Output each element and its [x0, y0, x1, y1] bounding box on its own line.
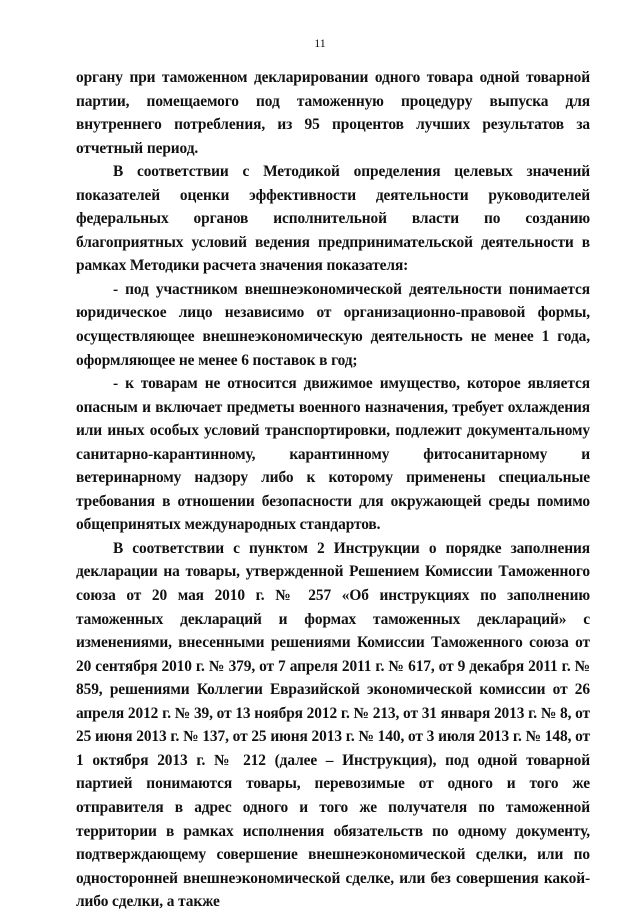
document-body: [76, 66, 590, 914]
paragraph-instruction: В соответствии с пунктом 2 Инструкции о порядке заполнения декларации на товары, утвержденной Решением Комиссии Таможенного союза от 20 мая 2010 г. № 257 «Об инструкциях по заполнению таможенных деклараций и формах таможенных деклараций» с изменениями, внесенными решениями Комиссии Таможенного союза от 20 сентября 2010 г. № 379, от 7 апреля 2011 г. № 617, от 9 декабря 2011 г. № 859, решениями Коллегии Евразийской экономической комиссии от 26 апреля 2012 г. № 39, от 13 ноября 2012 г. № 213, от 31 января 2013 г. № 8, от 25 июня 2013 г. № 137, от 25 июня 2013 г. № 140, от 3 июля 2013 г. № 148, от 1 октября 2013 г. № 212 (далее – Инструкция), под одной товарной партией понимаются товары, перевозимые от одного и того же отправителя в адрес одного и того же получателя по таможенной территории в рамках исполнения обязательств по одному документу, подтверждающему совершение внешнеэкономической сделки, или по односторонней внешнеэкономической сделке, или без совершения какой-либо сделки, а также: [76, 539, 590, 911]
page-number: 11: [314, 36, 326, 50]
paragraph-participant-definition: - под участником внешнеэкономической деятельности понимается юридическое лицо независимо от организационно-правовой формы, осуществляющее внешнеэкономическую деятельность не менее 1 года, оформляющее не менее 6 поставок в год;: [76, 280, 590, 369]
paragraph-methodology: В соответствии с Методикой определения целевых значений показателей оценки эффективности деятельности руководителей федеральных органов исполнительной власти по созданию благоприятных условий ведения предпринимательской деятельности в рамках Методики расчета значения показателя:: [76, 163, 590, 275]
paragraph-continuation: органу при таможенном декларировании одного товара одной товарной партии, помещаемого под таможенную процедуру выпуска для внутреннего потребления, из 95 процентов лучших результатов за отчетный период.: [76, 69, 590, 157]
paragraph-goods-exclusion: - к товарам не относится движимое имущество, которое является опасным и включает предметы военного назначения, требует охлаждения или иных особых условий транспортировки, подлежит документальному санитарно-карантинному, карантинному фитосанитарному и ветеринарному надзору либо к которому применены специальные требования в отношении безопасности для окружающей среды помимо общепринятых международных стандартов.: [76, 375, 590, 534]
